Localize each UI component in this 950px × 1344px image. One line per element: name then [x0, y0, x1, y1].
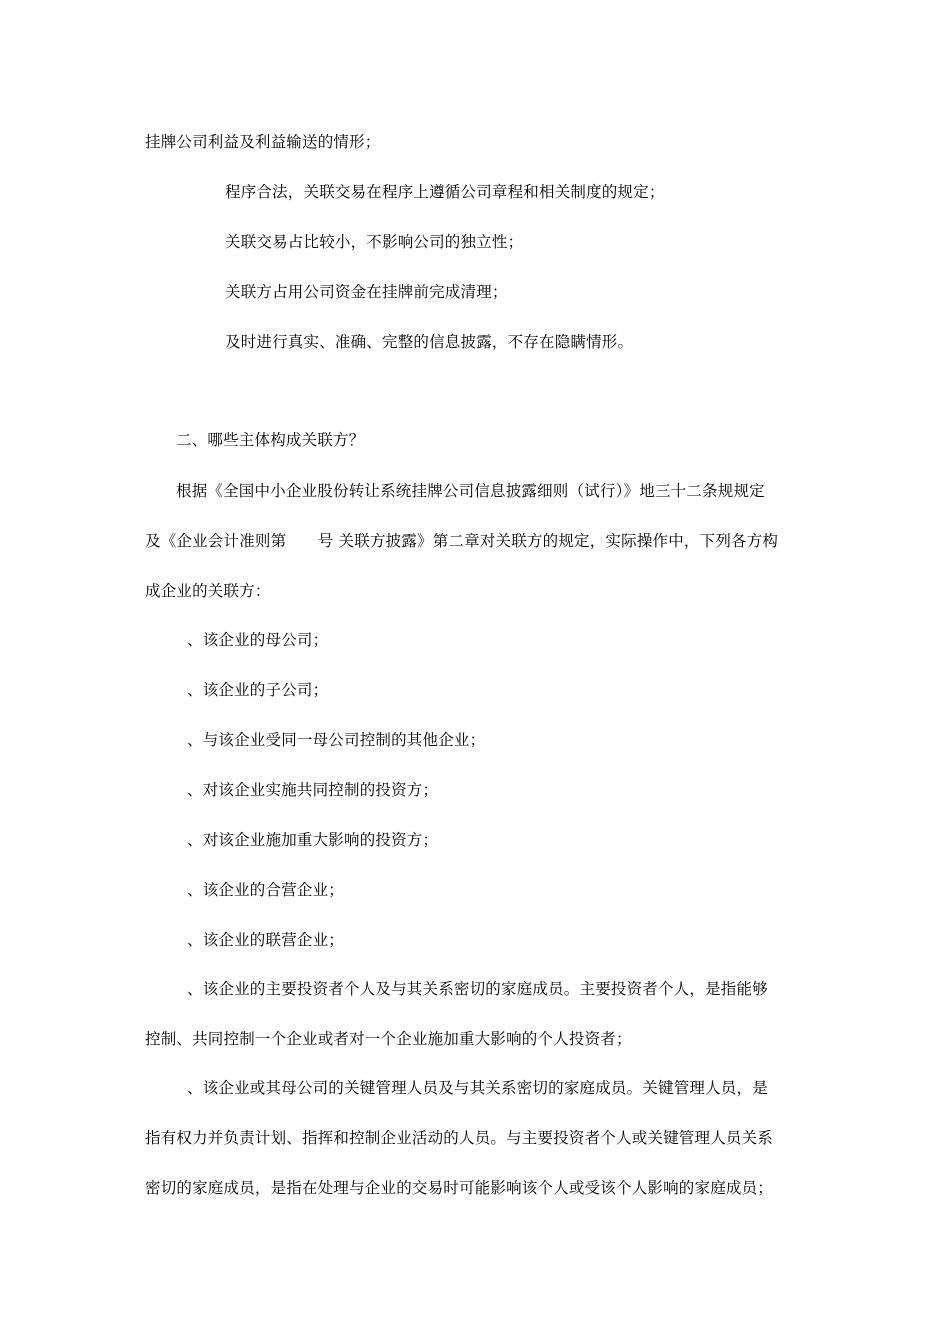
- intro-paragraph-line: 根据《全国中小企业股份转让系统挂牌公司信息披露细则（试行）》地三十二条规规定: [176, 482, 765, 500]
- condition-line: 及时进行真实、准确、完整的信息披露，不存在隐瞒情形。: [225, 333, 634, 351]
- list-item: 、该企业的母公司；: [187, 631, 329, 649]
- list-item-continuation: 控制、共同控制一个企业或者对一个企业施加重大影响的个人投资者；: [145, 1030, 632, 1048]
- condition-line: 程序合法，关联交易在程序上遵循公司章程和相关制度的规定；: [225, 183, 665, 201]
- list-item: 、对该企业施加重大影响的投资方；: [187, 831, 439, 849]
- list-item: 、与该企业受同一母公司控制的其他企业；: [187, 731, 486, 749]
- list-item-continuation: 密切的家庭成员，是指在处理与企业的交易时可能影响该个人或受该个人影响的家庭成员；: [145, 1179, 774, 1197]
- intro-paragraph-line: 成企业的关联方：: [145, 582, 271, 600]
- condition-line: 关联方占用公司资金在挂牌前完成清理；: [225, 283, 508, 301]
- list-item: 、该企业的子公司；: [187, 681, 329, 699]
- list-item: 、该企业的联营企业；: [187, 931, 345, 949]
- list-item-continuation: 指有权力并负责计划、指挥和控制企业活动的人员。与主要投资者个人或关键管理人员关系: [145, 1129, 774, 1147]
- intro-tail-line: 挂牌公司利益及利益输送的情形；: [145, 133, 381, 151]
- intro-paragraph-line: 及《企业会计准则第 号 关联方披露》第二章对关联方的规定，实际操作中，下列各方构: [145, 532, 779, 550]
- list-item: 、该企业或其母公司的关键管理人员及与其关系密切的家庭成员。关键管理人员，是: [187, 1079, 768, 1097]
- list-item: 、该企业的合营企业；: [187, 881, 345, 899]
- list-item: 、该企业的主要投资者个人及与其关系密切的家庭成员。主要投资者个人，是指能够: [187, 980, 768, 998]
- list-item: 、对该企业实施共同控制的投资方；: [187, 781, 439, 799]
- condition-line: 关联交易占比较小，不影响公司的独立性；: [225, 233, 524, 251]
- section-heading: 二、哪些主体构成关联方？: [176, 431, 365, 449]
